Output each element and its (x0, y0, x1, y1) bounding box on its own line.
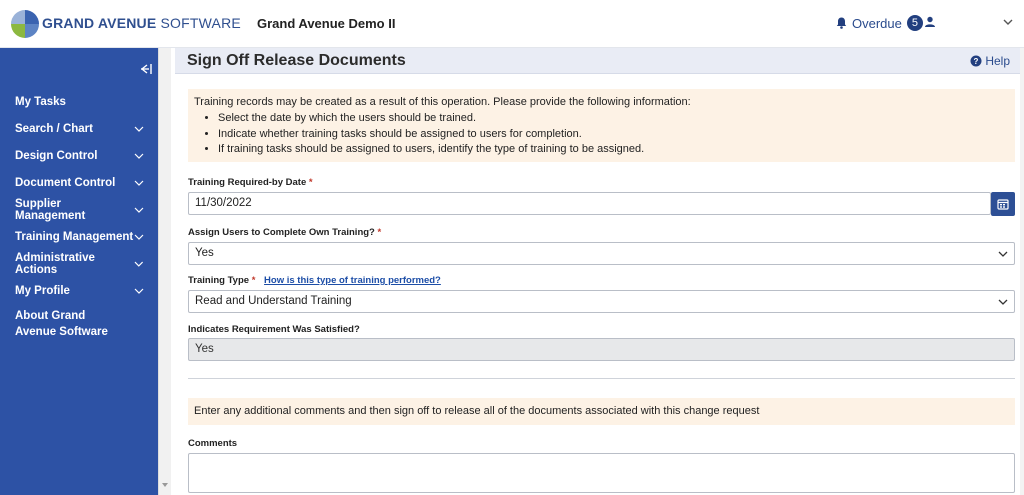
sidebar-item-my-profile[interactable] (0, 277, 158, 304)
chevron-down-icon (998, 297, 1008, 307)
sidebar-item-administrative-actions[interactable] (0, 250, 158, 277)
overdue-count-badge: 5 (907, 15, 923, 31)
requirement-satisfied-field (188, 338, 1015, 361)
page-title-bar (175, 48, 1020, 74)
sidebar-item-label: Supplier Management (15, 197, 86, 222)
sidebar-item-design-control[interactable] (0, 142, 158, 169)
page-title: Sign Off Release Documents (187, 52, 406, 69)
training-type-help-link[interactable]: How is this type of training performed? (264, 275, 441, 286)
sidebar-nav (0, 88, 158, 340)
sidebar (0, 48, 158, 495)
training-type-select[interactable] (188, 290, 1015, 313)
chevron-down-icon (134, 232, 144, 242)
assign-label-text: Assign Users to Complete Own Training? (188, 227, 375, 238)
type-label-text: Training Type (188, 275, 250, 286)
required-marker: * (377, 227, 382, 238)
assign-users-select[interactable] (188, 242, 1015, 265)
assign-select-value: Yes (195, 247, 214, 259)
sidebar-scrollbar[interactable] (158, 48, 171, 495)
sidebar-item-label: Document Control (15, 176, 116, 189)
sidebar-item-label: Design Control (15, 149, 98, 162)
bell-icon (836, 17, 847, 29)
type-select-value: Read and Understand Training (195, 295, 352, 307)
sidebar-item-my-tasks[interactable] (0, 88, 158, 115)
sidebar-item-label: Administrative Actions (15, 251, 95, 276)
comments-label: Comments (188, 438, 238, 449)
notice-bullet: • Select the date by which the users should be trained. (218, 112, 1009, 126)
chevron-down-icon (134, 259, 144, 269)
notice-list (218, 112, 1009, 157)
notice-bullet: • If training tasks should be assigned to users, identify the type of training to be assigned. (218, 143, 1009, 157)
assign-field-label (188, 227, 381, 238)
sidebar-item-about[interactable] (0, 304, 158, 340)
overdue-label: Overdue (852, 15, 902, 31)
sidebar-item-training-management[interactable] (0, 223, 158, 250)
sidebar-item-label: My Profile (15, 284, 70, 297)
sidebar-item-label: Training Management (15, 230, 134, 243)
comments-textarea[interactable] (188, 453, 1015, 493)
brand-name-part2: SOFTWARE (156, 15, 241, 31)
date-label-text: Training Required-by Date (188, 177, 307, 188)
sidebar-item-label: Search / Chart (15, 122, 93, 135)
chevron-down-icon (134, 151, 144, 161)
help-link[interactable] (970, 54, 1010, 68)
date-input[interactable] (188, 192, 991, 215)
site-name: Grand Avenue Demo II (257, 16, 396, 31)
sidebar-item-label: About Grand Avenue Software (15, 310, 108, 338)
satisfied-field-label: Indicates Requirement Was Satisfied? (188, 324, 360, 335)
training-notice (188, 89, 1015, 162)
sidebar-item-label: My Tasks (15, 95, 66, 108)
date-field-label (188, 177, 313, 188)
signoff-notice: Enter any additional comments and then sign off to release all of the documents associated with this change request (188, 398, 1015, 425)
brand-name-part1: GRAND AVENUE (42, 15, 157, 31)
scroll-down-arrow-icon[interactable] (162, 483, 168, 487)
top-header (0, 0, 1024, 48)
user-icon[interactable] (924, 16, 936, 28)
help-icon (970, 55, 982, 67)
chevron-down-icon (134, 124, 144, 134)
chevron-down-icon (998, 249, 1008, 259)
main-content (171, 48, 1024, 495)
sidebar-item-supplier-management[interactable] (0, 196, 158, 223)
chevron-down-icon (134, 205, 144, 215)
help-label: Help (985, 54, 1010, 68)
required-marker: * (308, 177, 313, 188)
sidebar-item-search-chart[interactable] (0, 115, 158, 142)
company-logo-icon (10, 9, 40, 39)
chevron-down-icon (134, 286, 144, 296)
svg-text:?: ? (973, 57, 979, 66)
required-marker: * (251, 275, 256, 286)
main-scrollbar[interactable] (1020, 48, 1024, 495)
date-input-value: 11/30/2022 (195, 197, 252, 209)
chevron-down-icon (134, 178, 144, 188)
calendar-icon (997, 198, 1009, 210)
calendar-button[interactable] (991, 192, 1015, 216)
satisfied-value: Yes (195, 343, 214, 355)
sidebar-item-document-control[interactable] (0, 169, 158, 196)
chevron-down-icon[interactable] (1002, 16, 1014, 28)
brand-name[interactable] (42, 15, 241, 31)
notice-bullet: • Indicate whether training tasks should be assigned to users for completion. (218, 128, 1009, 142)
section-divider (188, 378, 1015, 379)
notice-intro: Training records may be created as a result of this operation. Please provide the following information: (194, 96, 691, 108)
overdue-link[interactable] (836, 15, 923, 31)
type-field-label (188, 275, 441, 286)
collapse-sidebar-icon[interactable] (138, 62, 152, 76)
